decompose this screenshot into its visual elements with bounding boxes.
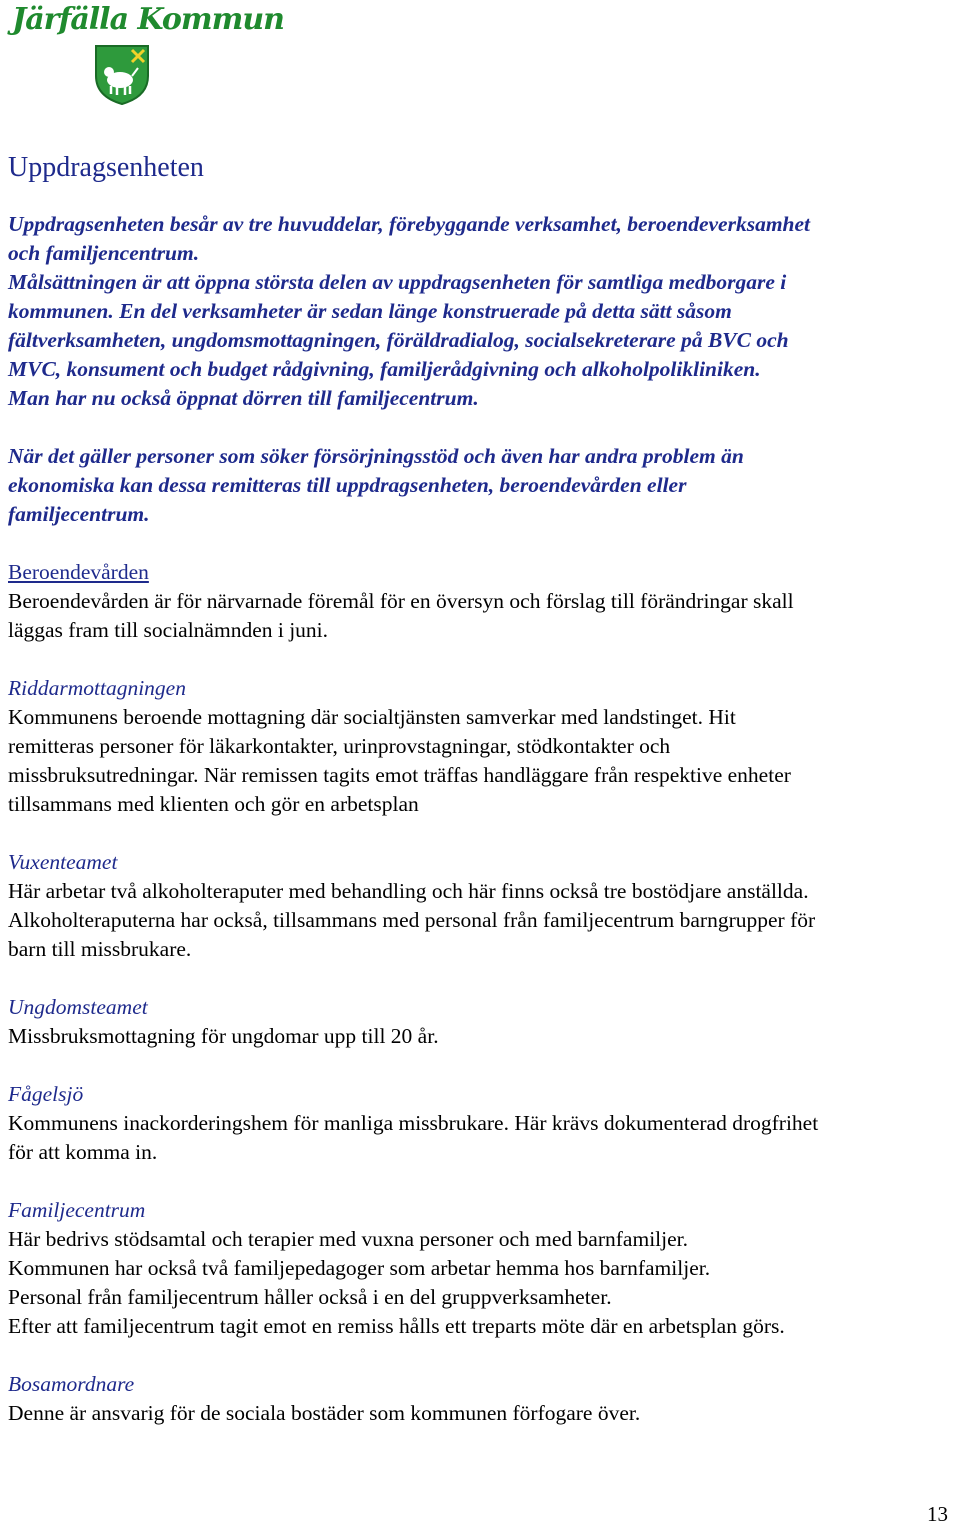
text-line: Alkoholteraputerna har också, tillsammans med personal från familjecentrum barngrupper för bbox=[8, 908, 816, 932]
intro-block bbox=[8, 210, 958, 529]
text-line: Här arbetar två alkoholteraputer med behandling och här finns också tre bostödjare anställda. bbox=[8, 879, 809, 903]
page-number: 13 bbox=[927, 1502, 948, 1526]
text-line: tillsammans med klienten och gör en arbetsplan bbox=[8, 792, 419, 816]
text-line: missbruksutredningar. När remissen tagits emot träffas handläggare från respektive enheter bbox=[8, 763, 791, 787]
section-bosamordnare bbox=[8, 1370, 958, 1428]
text-line: Man har nu också öppnat dörren till familjecentrum. bbox=[8, 386, 479, 410]
text-line: och familjencentrum. bbox=[8, 241, 200, 265]
intro-paragraph-2 bbox=[8, 442, 958, 529]
text-line: Missbruksmottagning för ungdomar upp till 20 år. bbox=[8, 1024, 439, 1048]
text-line: fältverksamheten, ungdomsmottagningen, föräldradialog, socialsekreterare på BVC och bbox=[8, 328, 789, 352]
text-line: Uppdragsenheten besår av tre huvuddelar, förebyggande verksamhet, beroendeverksamhet bbox=[8, 212, 811, 236]
text-line: Målsättningen är att öppna största delen av uppdragsenheten för samtliga medborgare i bbox=[8, 270, 787, 294]
text-line: Kommunen har också två familjepedagoger som arbetar hemma hos barnfamiljer. bbox=[8, 1256, 711, 1280]
text-line: Kommunens beroende mottagning där socialtjänsten samverkar med landstinget. Hit bbox=[8, 705, 736, 729]
logo-wordmark: Järfälla Kommun bbox=[12, 2, 284, 37]
section-heading: Bosamordnare bbox=[8, 1372, 135, 1396]
section-heading: Fågelsjö bbox=[8, 1082, 84, 1106]
text-line: barn till missbrukare. bbox=[8, 937, 192, 961]
section-heading: Riddarmottagningen bbox=[8, 676, 186, 700]
section-fagelsjo bbox=[8, 1080, 958, 1167]
section-ungdomsteamet bbox=[8, 993, 958, 1051]
text-line: remitteras personer för läkarkontakter, urinprovstagningar, stödkontakter och bbox=[8, 734, 671, 758]
section-vuxenteamet bbox=[8, 848, 958, 964]
section-beroendevarden bbox=[8, 558, 958, 645]
text-line: för att komma in. bbox=[8, 1140, 158, 1164]
section-text bbox=[8, 587, 958, 645]
section-text bbox=[8, 1399, 958, 1428]
section-text bbox=[8, 1109, 958, 1167]
text-line: MVC, konsument och budget rådgivning, familjerådgivning och alkoholpolikliniken. bbox=[8, 357, 761, 381]
text-line: Efter att familjecentrum tagit emot en remiss hålls ett treparts möte där en arbetsplan görs. bbox=[8, 1314, 785, 1338]
coat-of-arms-icon bbox=[92, 42, 152, 106]
page-title: Uppdragsenheten bbox=[8, 152, 204, 183]
text-line: familjecentrum. bbox=[8, 502, 150, 526]
text-line: Beroendevården är för närvarnade föremål för en översyn och förslag till förändringar skall bbox=[8, 589, 794, 613]
section-text bbox=[8, 703, 958, 819]
section-heading: Beroendevården bbox=[8, 560, 149, 584]
text-line: När det gäller personer som söker försörjningsstöd och även har andra problem än bbox=[8, 444, 744, 468]
section-text bbox=[8, 1225, 958, 1341]
section-text bbox=[8, 1022, 958, 1051]
section-riddarmottagningen bbox=[8, 674, 958, 819]
section-text bbox=[8, 877, 958, 964]
section-familjecentrum bbox=[8, 1196, 958, 1341]
section-heading: Vuxenteamet bbox=[8, 850, 118, 874]
text-line: Personal från familjecentrum håller också i en del gruppverksamheter. bbox=[8, 1285, 612, 1309]
text-line: Kommunens inackorderingshem för manliga missbrukare. Här krävs dokumenterad drogfrihet bbox=[8, 1111, 819, 1135]
text-line: läggas fram till socialnämnden i juni. bbox=[8, 618, 329, 642]
text-line: Här bedrivs stödsamtal och terapier med vuxna personer och med barnfamiljer. bbox=[8, 1227, 689, 1251]
intro-paragraph-1 bbox=[8, 210, 958, 413]
text-line: Denne är ansvarig för de sociala bostäder som kommunen förfogare över. bbox=[8, 1401, 641, 1425]
section-heading: Ungdomsteamet bbox=[8, 995, 148, 1019]
section-heading: Familjecentrum bbox=[8, 1198, 146, 1222]
document-body bbox=[8, 148, 958, 1428]
municipality-logo bbox=[8, 2, 284, 107]
text-line: kommunen. En del verksamheter är sedan länge konstruerade på detta sätt såsom bbox=[8, 299, 732, 323]
text-line: ekonomiska kan dessa remitteras till uppdragsenheten, beroendevården eller bbox=[8, 473, 687, 497]
